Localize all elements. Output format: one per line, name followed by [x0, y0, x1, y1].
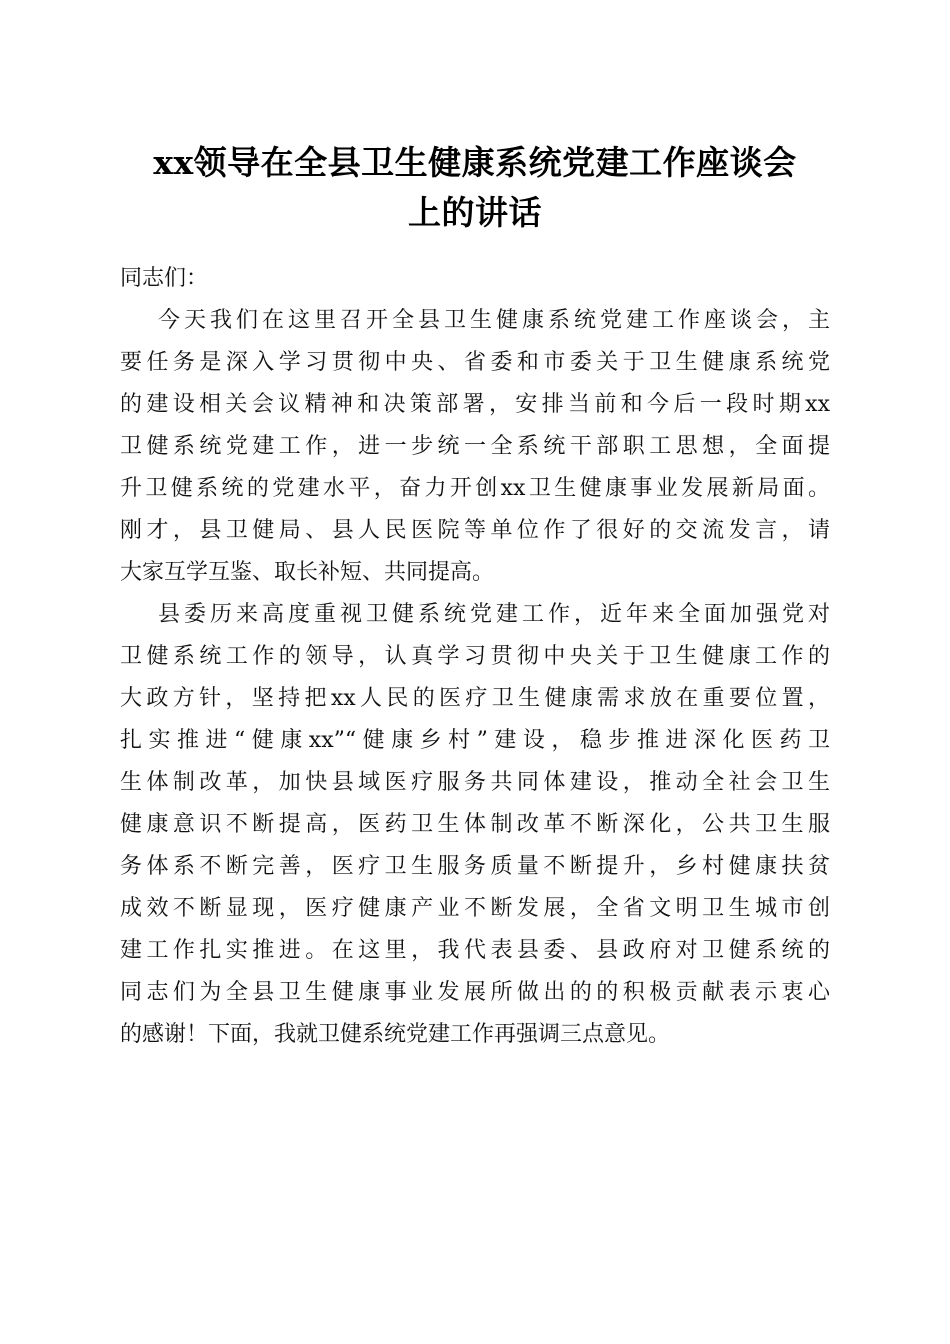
title-line-1: xx领导在全县卫生健康系统党建工作座谈会	[153, 143, 797, 182]
paragraph-line: 健康意识不断提高，医药卫生体制改革不断深化，公共卫生服	[120, 812, 830, 837]
paragraph-line: 大家互学互鉴、取长补短、共同提高。	[120, 560, 495, 585]
title-line-2: 上的讲话	[408, 193, 542, 232]
paragraph-line: 生体制改革，加快县域医疗服务共同体建设，推动全社会卫生	[120, 770, 830, 795]
paragraph-line: 同志们为全县卫生健康事业发展所做出的的积极贡献表示衷心	[120, 980, 830, 1005]
paragraph-line: 升卫健系统的党建水平，奋力开创xx卫生健康事业发展新局面。	[120, 476, 830, 501]
document-body	[120, 258, 830, 1056]
paragraph-line: 大政方针，坚持把xx人民的医疗卫生健康需求放在重要位置，	[120, 686, 830, 711]
paragraph-line: 卫健系统党建工作，进一步统一全系统干部职工思想，全面提	[120, 434, 830, 459]
paragraph-1	[120, 300, 830, 594]
paragraph-line: 的感谢！下面，我就卫健系统党建工作再强调三点意见。	[120, 1022, 671, 1047]
paragraph-line: 今天我们在这里召开全县卫生健康系统党建工作座谈会，主	[158, 308, 830, 333]
paragraph-line: 扎实推进“健康xx”“健康乡村”建设，稳步推进深化医药卫	[120, 728, 830, 753]
document-title	[100, 138, 850, 238]
paragraph-line: 成效不断显现，医疗健康产业不断发展，全省文明卫生城市创	[120, 896, 830, 921]
paragraph-2	[120, 594, 830, 1056]
paragraph-line: 建工作扎实推进。在这里，我代表县委、县政府对卫健系统的	[120, 938, 830, 963]
paragraph-line: 要任务是深入学习贯彻中央、省委和市委关于卫生健康系统党	[120, 350, 830, 375]
paragraph-line: 务体系不断完善，医疗卫生服务质量不断提升，乡村健康扶贫	[120, 854, 830, 879]
greeting: 同志们：	[120, 266, 209, 291]
paragraph-line: 的建设相关会议精神和决策部署，安排当前和今后一段时期xx	[120, 392, 830, 417]
paragraph-line: 刚才，县卫健局、县人民医院等单位作了很好的交流发言，请	[120, 518, 830, 543]
paragraph-line: 县委历来高度重视卫健系统党建工作，近年来全面加强党对	[158, 602, 830, 627]
paragraph-line: 卫健系统工作的领导，认真学习贯彻中央关于卫生健康工作的	[120, 644, 830, 669]
